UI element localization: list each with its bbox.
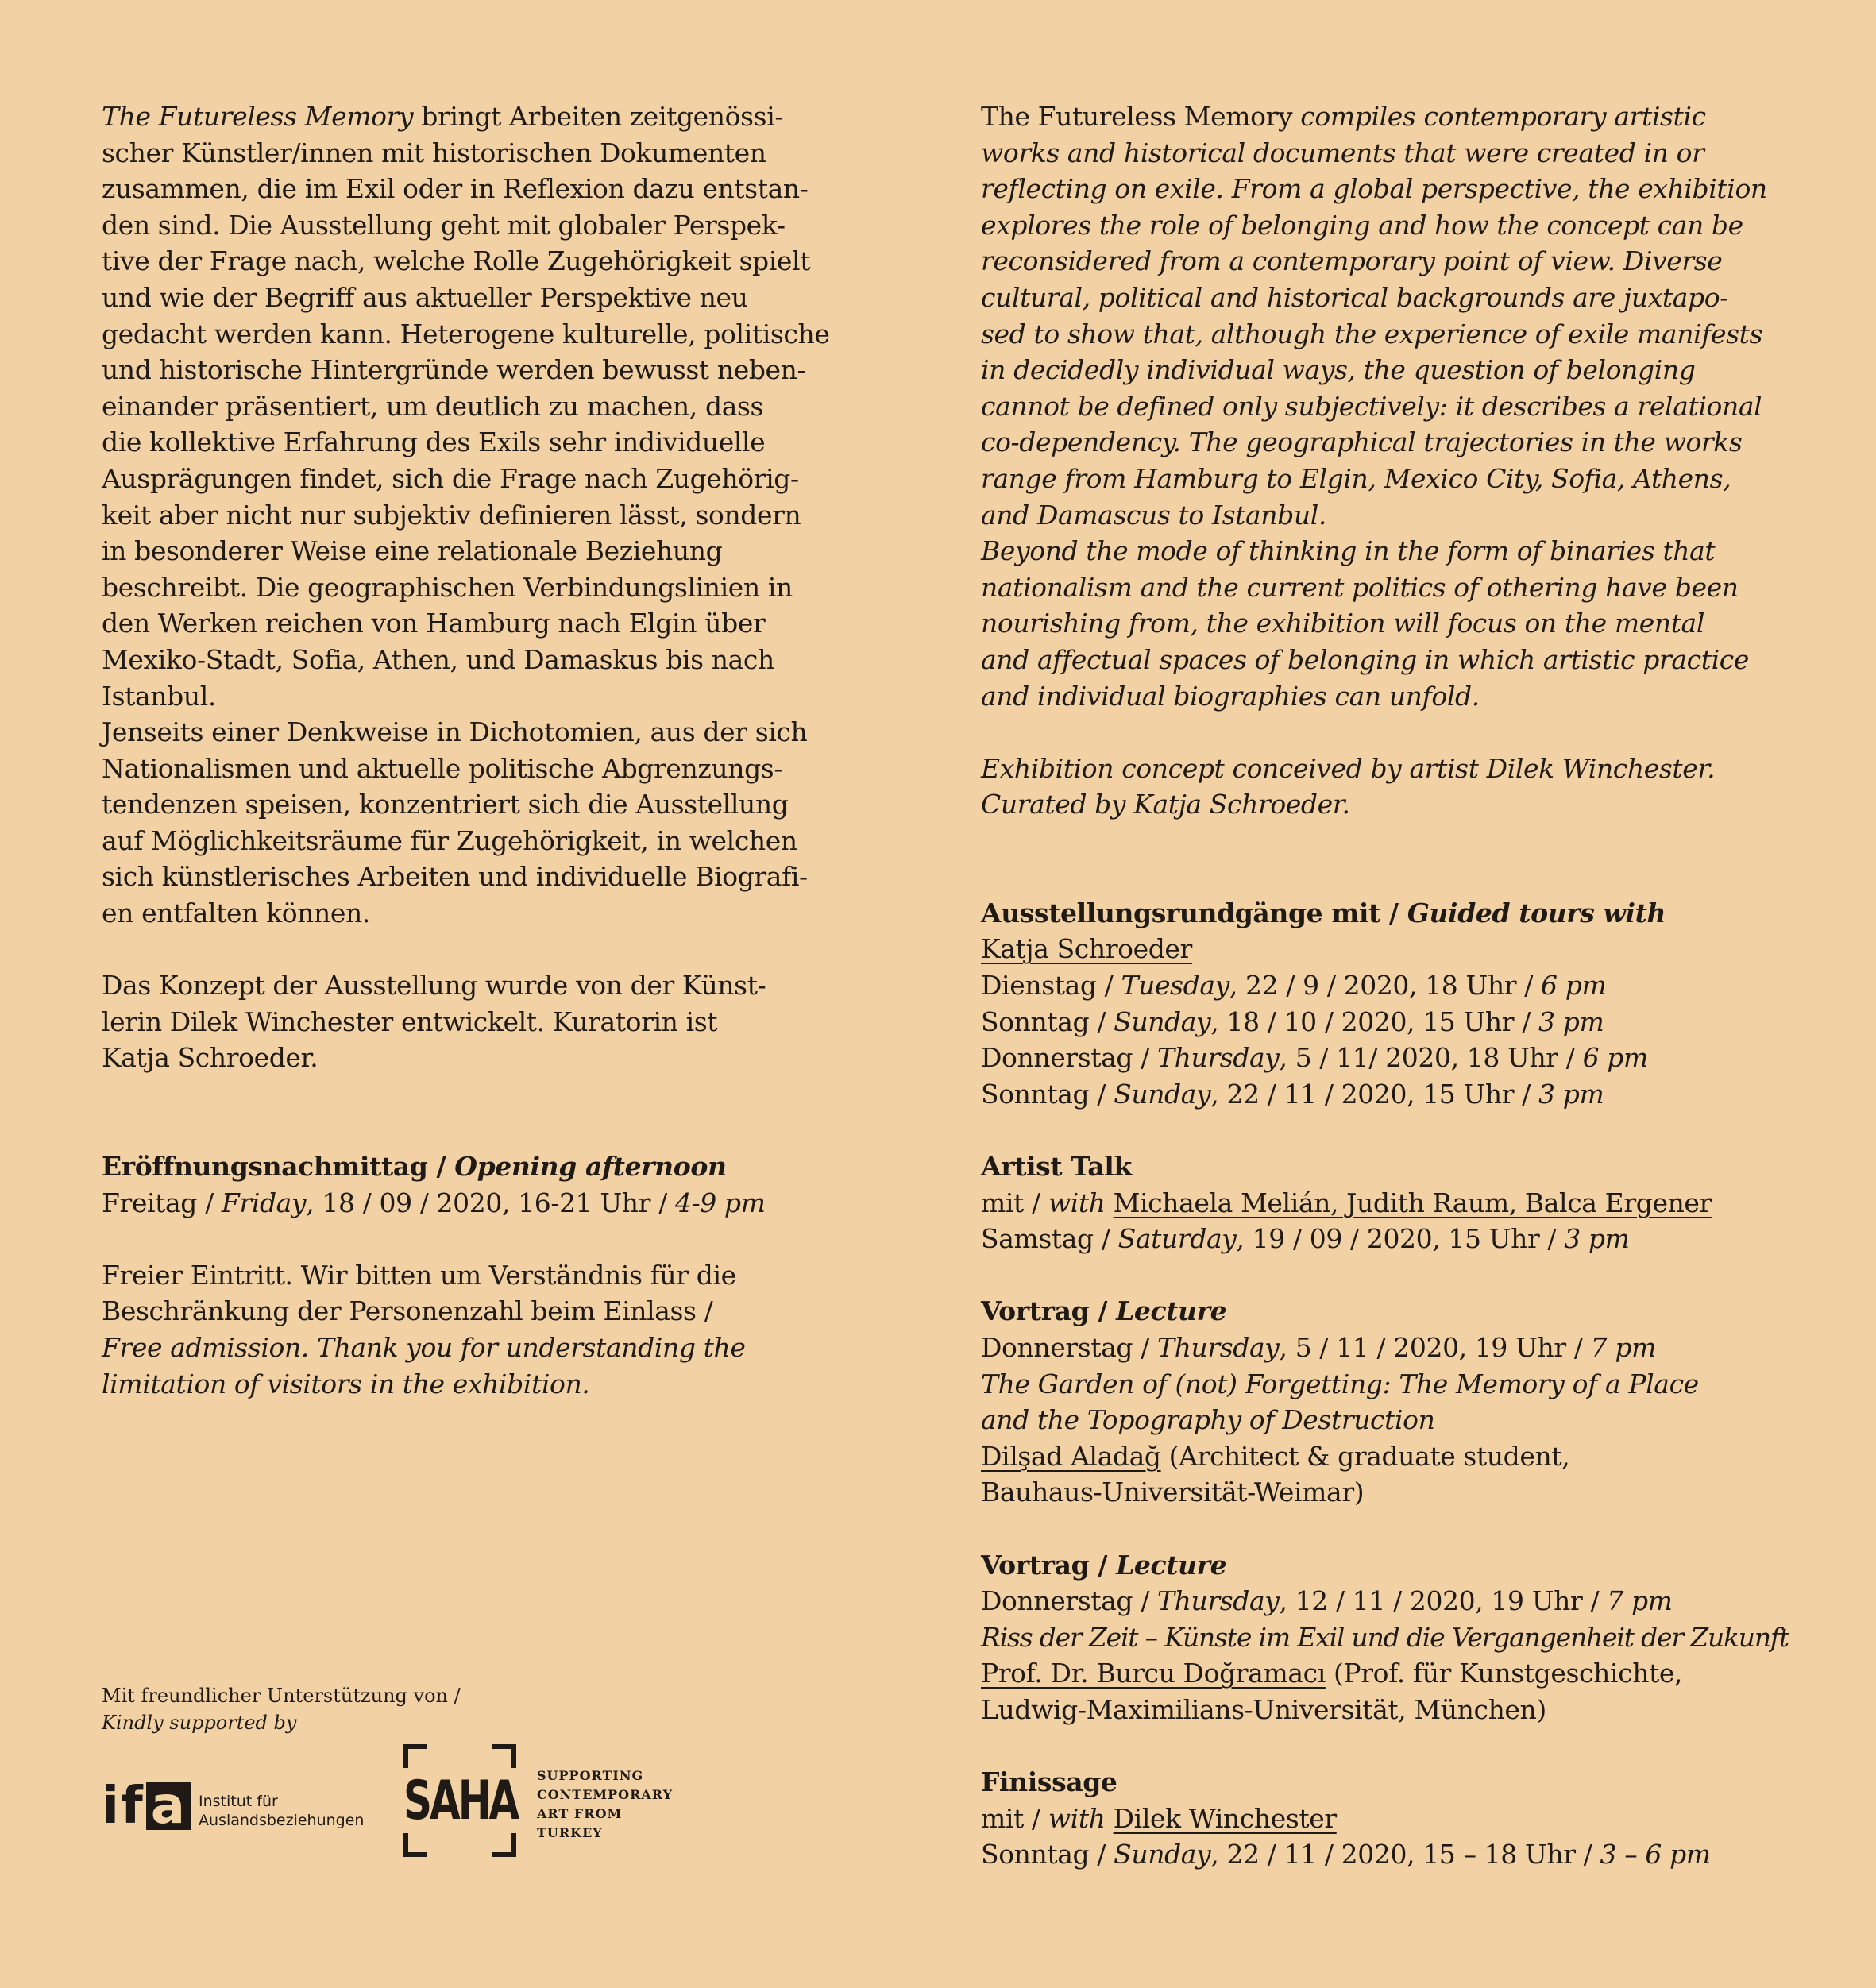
tours-section: Ausstellungsrundgänge mit / Guided tours with Katja Schroeder Dienstag / Tuesday, 22 / 9 / 2020, 18 Uhr / 6 pm Sonntag / Sunday, 18 / 10 / 2020, 15 Uhr / 3 pm Donnerstag / Thursday, 5 / 11/ 2020, 18 Uhr / 6 pm Sonntag / Sunday, 22 / 11 / 2020, 15 Uhr / 3 pm: [981, 897, 1666, 1110]
opening-section: Eröffnungsnachmittag / Opening afternoon Freitag / Friday, 18 / 09 / 2020, 16-21 Uhr / 4-9 pm: [102, 1151, 766, 1218]
saha-logo: SAHA: [403, 1744, 516, 1857]
concept-de: Das Konzept der Ausstellung wurde von der Künst- lerin Dilek Winchester entwickelt. Kuratorin ist Katja Schroeder.: [102, 970, 766, 1074]
tours-guide: Katja Schroeder: [981, 933, 1192, 965]
lecture-1-speaker: Dilşad Aladağ: [981, 1440, 1161, 1472]
artist-talk-heading: Artist Talk: [981, 1151, 1132, 1183]
intro-de: The Futureless Memory bringt Arbeiten zeitgenössi- scher Künstler/innen mit historischen Dokumenten zusammen, die im Exil oder in Reflexion dazu entstan- den sind. Die Ausstellung geht mit globaler Perspek- tive der Frage nach, welche Rolle Zugehörigkeit spielt und wie der Begriff aus aktueller Perspektive neu gedacht werden kann. Heterogene kulturelle, politische und historische Hintergründe werden bewusst neben- einander präsentiert, um deutlich zu machen, dass die kollektive Erfahrung des Exils sehr individuelle Ausprägungen findet, sich die Frage nach Zugehörig- keit aber nicht nur subjektiv definieren lässt, sondern in besonderer Weise eine relationale Beziehung beschreibt. Die geographischen Verbindungslinien in den Werken reichen von Hamburg nach Elgin über Mexiko-Stadt, Sofia, Athen, und Damaskus bis nach Istanbul. Jenseits einer Denkweise in Dichotomien, aus der sich Nationalismen und aktuelle politische Abgrenzungs- tendenzen speisen, konzentriert sich die Ausstellung auf Möglichkeitsräume für Zugehörigkeit, in welchen sich künstlerisches Arbeiten und individuelle Biografi- en entfalten können.: [102, 101, 830, 929]
lecture-2-heading: Vortrag /: [981, 1549, 1117, 1581]
intro-de-title: The Futureless Memory: [102, 101, 414, 132]
finissage-heading: Finissage: [981, 1766, 1117, 1798]
opening-heading: Eröffnungsnachmittag /: [102, 1151, 455, 1183]
sponsor-logos: [102, 1741, 737, 1860]
ifa-name: Institut für Auslandsbeziehungen: [199, 1793, 365, 1829]
finissage-section: Finissage mit / with Dilek Winchester Sonntag / Sunday, 22 / 11 / 2020, 15 – 18 Uhr / 3 – 6 pm: [981, 1766, 1711, 1870]
admission-note: Freier Eintritt. Wir bitten um Verständnis für die Beschränkung der Personenzahl beim Einlass / Free admission. Thank you for understanding the limitation of visitors in the exhibition.: [102, 1259, 746, 1399]
intro-en: The Futureless Memory compiles contemporary artistic works and historical documents that were created in or reflecting on exile. From a global perspective, the exhibition explores the role of belonging and how the concept can be reconsidered from a contemporary point of view. Diverse cultural, political and historical backgrounds are juxtapo- sed to show that, although the experience of exile manifests in decidedly individual ways, the question of belonging cannot be defined only subjectively: it describes a relational co-dependency. The geographical trajectories in the works range from Hamburg to Elgin, Mexico City, Sofia, Athens, and Damascus to Istanbul. Beyond the mode of thinking in the form of binaries that nationalism and the current politics of othering have been nourishing from, the exhibition will focus on the mental and affectual spaces of belonging in which artistic practice and individual biographies can unfold.: [981, 101, 1767, 712]
concept-en: Exhibition concept conceived by artist Dilek Winchester. Curated by Katja Schroeder.: [981, 752, 1716, 820]
ifa-logo: if a: [102, 1781, 191, 1832]
artist-talk-section: Artist Talk mit / with Michaela Melián, Judith Raum, Balca Ergener Samstag / Saturday, 19 / 09 / 2020, 15 Uhr / 3 pm: [981, 1151, 1712, 1255]
lecture-2-speaker: Prof. Dr. Burcu Doğramacı: [981, 1658, 1326, 1689]
left-column: [102, 98, 872, 1402]
tours-heading: Ausstellungsrundgänge mit /: [981, 897, 1407, 928]
finissage-host: Dilek Winchester: [1113, 1802, 1337, 1834]
sponsors-label: Mit freundlicher Unterstützung von / Kindly supported by: [102, 1685, 461, 1734]
artist-talk-speakers: Michaela Melián, Judith Raum, Balca Ergener: [1113, 1187, 1712, 1218]
lecture-1-heading: Vortrag /: [981, 1295, 1117, 1327]
lecture-2-section: Vortrag / Lecture Donnerstag / Thursday, 12 / 11 / 2020, 19 Uhr / 7 pm Riss der Zeit – Künste im Exil und die Vergangenheit der Zukunft Prof. Dr. Burcu Doğramacı (Prof. für Kunstgeschichte, Ludwig-Maximilians-Universität, München): [981, 1549, 1789, 1725]
saha-tagline: SUPPORTING CONTEMPORARY ART FROM TURKEY: [537, 1768, 674, 1840]
right-column: [981, 98, 1839, 1873]
intro-en-title: The Futureless Memory: [981, 101, 1293, 132]
lecture-1-section: Vortrag / Lecture Donnerstag / Thursday, 5 / 11 / 2020, 19 Uhr / 7 pm The Garden of (not) Forgetting: The Memory of a Place and the Topography of Destruction Dilşad Aladağ (Architect & graduate student, Bauhaus-Universität-Weimar): [981, 1295, 1699, 1508]
